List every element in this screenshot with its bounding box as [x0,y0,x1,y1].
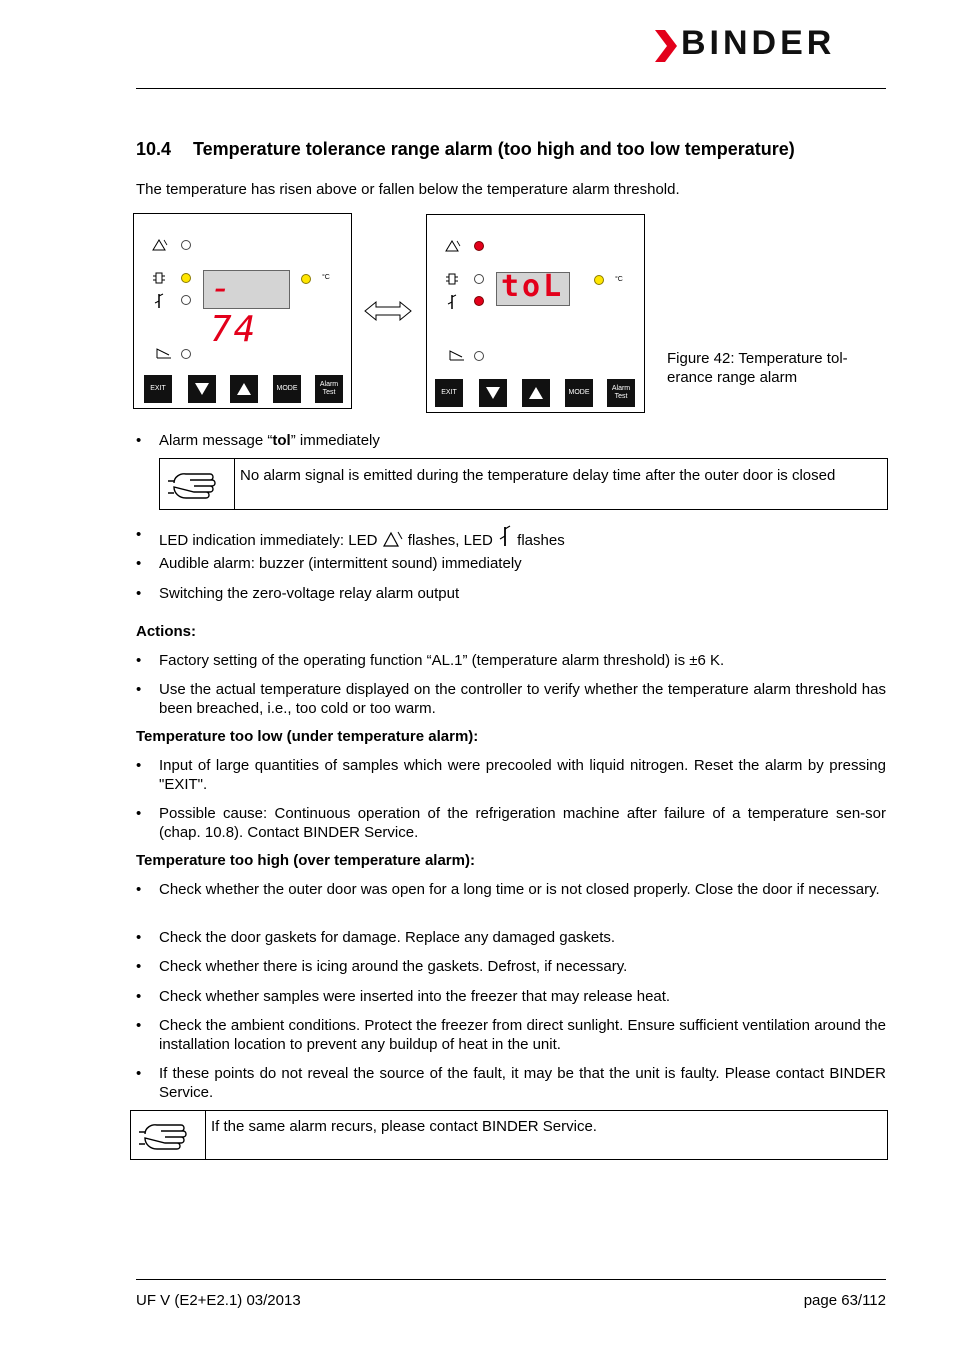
door-icon [156,347,172,359]
heating-icon [153,271,165,285]
list-item: • Alarm message “tol” immediately [136,432,380,449]
alarm-triangle-icon [152,238,168,252]
led-alarm [474,241,484,251]
led-display [301,274,311,284]
note-text: If the same alarm recurs, please contact BINDER Service. [211,1118,597,1135]
led-door [181,349,191,359]
display-value: toL [501,269,565,304]
down-button[interactable] [479,379,507,407]
alarm-test-line2: Test [322,389,336,396]
display-value: - 74 [210,268,258,350]
led-temperature [181,295,191,305]
led-text-mid: flashes, LED [407,532,493,549]
led-display [594,275,604,285]
controller-panel-normal [133,213,352,409]
alarm-test-button[interactable] [607,379,635,407]
temperature-display [496,269,570,306]
list-item: • LED indication immediately: LED flashes, LED flashes [136,526,565,549]
list-item: • Use the actual temperature displayed on the controller to verify whether the temperature alarm threshold has been breached, i.e., too cold or too warm. [136,681,886,717]
list-item: • Audible alarm: buzzer (intermittent sound) immediately [136,554,886,573]
alarm-msg-pre: Alarm message “ [159,432,273,449]
alarm-test-line1: Alarm [319,381,339,388]
led-text-pre: LED indication immediately: LED [159,532,378,549]
list-item: • Check whether the outer door was open for a long time or is not closed properly. Close the door if necessary. [136,880,886,899]
controller-panel-alarm [426,214,645,413]
list-item: • Switching the zero-voltage relay alarm output [136,584,886,603]
too-high-text: Check whether there is icing around the gaskets. Defrost, if necessary. [159,958,628,975]
audible-alarm-text: Audible alarm: buzzer (intermittent sound) immediately [159,555,522,572]
alarm-triangle-icon [382,530,404,548]
alarm-test-line1: Alarm [611,385,631,392]
exit-button[interactable]: EXIT [435,379,463,407]
figure-caption-line1: Figure 42: Temperature tol- [667,350,848,367]
alarm-test-button[interactable] [315,375,343,403]
unit-label: °C [322,274,330,281]
pointing-hand-icon [131,1111,206,1159]
alarm-test-line2: Test [614,393,628,400]
temperature-sensor-icon [497,525,513,547]
led-alarm [181,240,191,250]
list-item: • Check whether samples were inserted into the freezer that may release heat. [136,987,886,1006]
too-high-text: Check the door gaskets for damage. Replace any damaged gaskets. [159,929,616,946]
too-high-text: Check the ambient conditions. Protect the freezer from direct sunlight. Ensure sufficient ventilation around the installation location to prevent any buildup of heat in the unit. [159,1017,886,1053]
list-item: • Possible cause: Continuous operation of the refrigeration machine after failure of a temperature sen-sor (chap. 10.8). Contact BINDER Service. [136,805,886,841]
too-high-text: Check whether the outer door was open for a long time or is not closed properly. Close the door if necessary. [159,881,880,898]
binder-logo [655,24,887,64]
list-item: • Check whether there is icing around the gaskets. Defrost, if necessary. [136,957,886,976]
note-box [159,458,888,510]
brand-name: BINDER [681,24,836,62]
actions-heading: Actions: [136,623,196,640]
logo-chevron-icon [655,30,677,62]
led-heating [181,273,191,283]
led-text-post: flashes [517,532,565,549]
exit-button[interactable]: EXIT [144,375,172,403]
heating-icon [446,272,458,286]
mode-button[interactable]: MODE [273,375,301,403]
action-text: Use the actual temperature displayed on the controller to verify whether the temperature alarm threshold has been breached, i.e., too cold or too warm. [159,681,886,717]
mode-button[interactable]: MODE [565,379,593,407]
arrow-up-icon [237,383,251,395]
list-item: • Factory setting of the operating function “AL.1” (temperature alarm threshold) is ±6 K. [136,651,886,670]
up-button[interactable] [522,379,550,407]
temperature-sensor-icon [153,293,165,309]
led-heating [474,274,484,284]
pointing-hand-icon [160,459,235,509]
figure-caption-line2: erance range alarm [667,369,798,386]
alarm-msg-bold: tol [272,432,291,449]
too-low-text: Possible cause: Continuous operation of the refrigeration machine after failure of a temperature sen-sor (chap. 10.8). Contact BINDER Service. [159,805,886,841]
action-text: Factory setting of the operating function “AL.1” (temperature alarm threshold) is ±6 K. [159,652,725,669]
door-icon [449,349,465,361]
note-text: No alarm signal is emitted during the temperature delay time after the outer door is closed [240,467,836,484]
too-low-text: Input of large quantities of samples which were precooled with liquid nitrogen. Reset the alarm by pressing "EXIT". [159,757,886,793]
alarm-msg-post: ” immediately [290,432,380,449]
footer-rule [136,1279,886,1280]
too-low-heading: Temperature too low (under temperature alarm): [136,728,479,745]
list-item: • If these points do not reveal the source of the fault, it may be that the unit is faulty. Please contact BINDER Service. [136,1065,886,1101]
figure-caption [667,349,848,387]
section-title: Temperature tolerance range alarm (too high and too low temperature) [193,139,795,159]
led-door [474,351,484,361]
arrow-down-icon [486,387,500,399]
list-item: • Check the door gaskets for damage. Replace any damaged gaskets. [136,928,886,947]
up-button[interactable] [230,375,258,403]
temperature-sensor-icon [446,294,458,310]
too-high-text: Check whether samples were inserted into the freezer that may release heat. [159,988,671,1005]
relay-text: Switching the zero-voltage relay alarm output [159,585,460,602]
list-item: • Check the ambient conditions. Protect the freezer from direct sunlight. Ensure sufficient ventilation around the installation location to prevent any buildup of heat in the unit. [136,1017,886,1053]
double-arrow-icon [364,300,412,322]
temperature-display [203,268,290,350]
note-box [130,1110,888,1160]
intro-text: The temperature has risen above or fallen below the temperature alarm threshold. [136,181,680,198]
too-high-heading: Temperature too high (over temperature alarm): [136,852,475,869]
alarm-triangle-icon [445,239,461,253]
down-button[interactable] [188,375,216,403]
arrow-down-icon [195,383,209,395]
footer-doc-id: UF V (E2+E2.1) 03/2013 [136,1292,301,1309]
unit-label: °C [615,276,623,283]
list-item: • Input of large quantities of samples which were precooled with liquid nitrogen. Reset the alarm by pressing "EXIT". [136,757,886,793]
arrow-up-icon [529,387,543,399]
too-high-text: If these points do not reveal the source of the fault, it may be that the unit is faulty. Please contact BINDER Service. [159,1065,886,1101]
led-temperature [474,296,484,306]
section-heading [136,139,795,160]
footer-page-number: page 63/112 [803,1292,886,1309]
header-rule [136,88,886,89]
section-number: 10.4 [136,139,172,159]
